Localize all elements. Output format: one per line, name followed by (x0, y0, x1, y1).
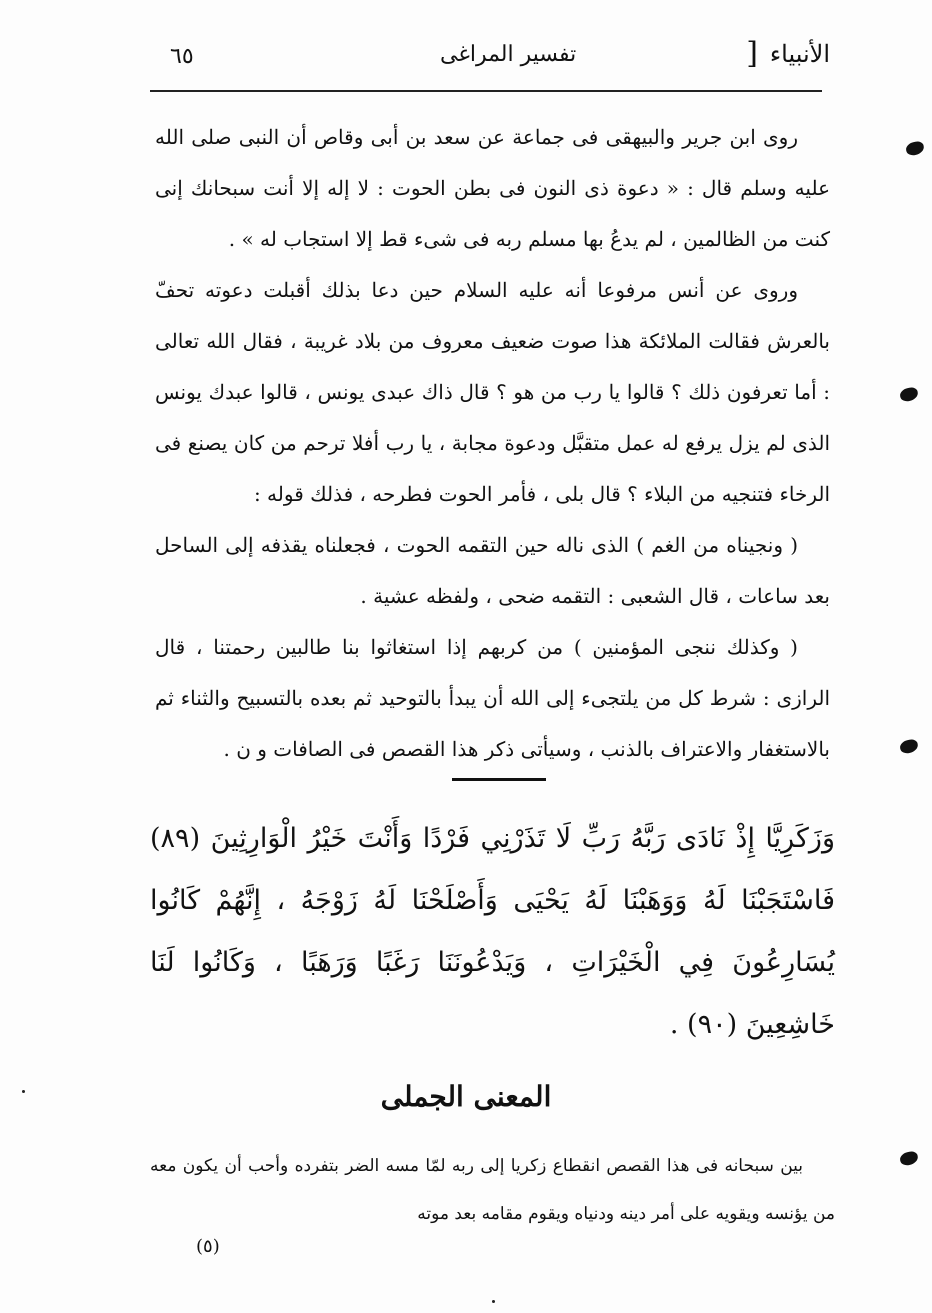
header-page-number: ٦٥ (170, 44, 194, 69)
punch-hole-mark (899, 386, 919, 402)
paragraph-believers-rescue: ( وكذلك ننجى المؤمنين ) من كربهم إذا استغاثوا بنا طالبين رحمتنا ، قال الرازى : شرط كل من يلتجىء إلى الله أن يبدأ بالتوحيد ثم بعده بالتسبيح والثناء ثم بالاستغفار والاعتراف بالذنب ، وسيأتى ذكر هذا القصص فى الصافات و ن . (155, 635, 830, 761)
punch-hole-mark (899, 738, 919, 754)
scan-speck (492, 1300, 495, 1303)
punch-hole-mark (905, 140, 925, 156)
section-divider (452, 778, 546, 781)
header-rule (150, 90, 822, 92)
scan-speck (22, 1090, 25, 1093)
paragraph-hadith-ibn-jarir: روى ابن جرير والبيهقى فى جماعة عن سعد بن أبى وقاص أن النبى صلى الله عليه وسلم قال : « دعوة ذى النون فى بطن الحوت : لا إله إلا أنت سبحانك إنى كنت من الظالمين ، لم يدعُ بها مسلم ربه فى شىء قط إلا استجاب له » . (155, 125, 830, 251)
page-header (150, 36, 830, 86)
header-surah-name: الأنبياء (769, 40, 830, 68)
punch-hole-mark (899, 1150, 919, 1166)
paragraph-hadith-anas: وروى عن أنس مرفوعا أنه عليه السلام حين دعا بذلك أقبلت دعوته تحفّ بالعرش فقالت الملائكة هذا صوت ضعيف معروف من بلاد غريبة ، فقال الله تعالى : أما تعرفون ذلك ؟ قالوا يا رب من هو ؟ قال ذاك عبدى يونس ، قالوا عبدك يونس الذى لم يزل يرفع له عمل متقبَّل ودعوة مجابة ، يا رب أفلا ترحم من كان يصنع فى الرخاء فتنجيه من البلاء ؟ قال بلى ، فأمر الحوت فطرحه ، فذلك قوله : (155, 278, 830, 506)
quran-verse: وَزَكَرِيَّا إِذْ نَادَى رَبَّهُ رَبِّ لَا تَذَرْنِي فَرْدًا وَأَنْتَ خَيْرُ الْوَارِثِينَ (٨٩) فَاسْتَجَبْنَا لَهُ وَوَهَبْنَا لَهُ يَحْيَى وَأَصْلَحْنَا لَهُ زَوْجَهُ ، إِنَّهُمْ كَانُوا يُسَارِعُونَ فِي الْخَيْرَاتِ ، وَيَدْعُونَنَا رَغَبًا وَرَهَبًا ، وَكَانُوا لَنَا خَاشِعِينَ (٩٠) . (150, 823, 835, 1040)
commentary-body (155, 112, 830, 775)
general-meaning-text: بين سبحانه فى هذا القصص انقطاع زكريا إلى ربه لمّا مسه الضر بتفرده وأحب أن يكون معه من يؤنسه ويقويه على أمر دينه ودنياه ويقوم مقامه بعد موته (150, 1156, 835, 1224)
section-heading: المعنى الجملى (380, 1080, 552, 1113)
header-book-title: تفسير المراغى (440, 42, 577, 67)
signature-mark: (٥) (196, 1236, 220, 1257)
header-bracket: ] (746, 36, 758, 71)
paragraph-rescue-explanation: ( ونجيناه من الغم ) الذى ناله حين التقمه الحوت ، فجعلناه يقذفه إلى الساحل بعد ساعات ، قال الشعبى : التقمه ضحى ، ولفظه عشية . (155, 533, 830, 608)
